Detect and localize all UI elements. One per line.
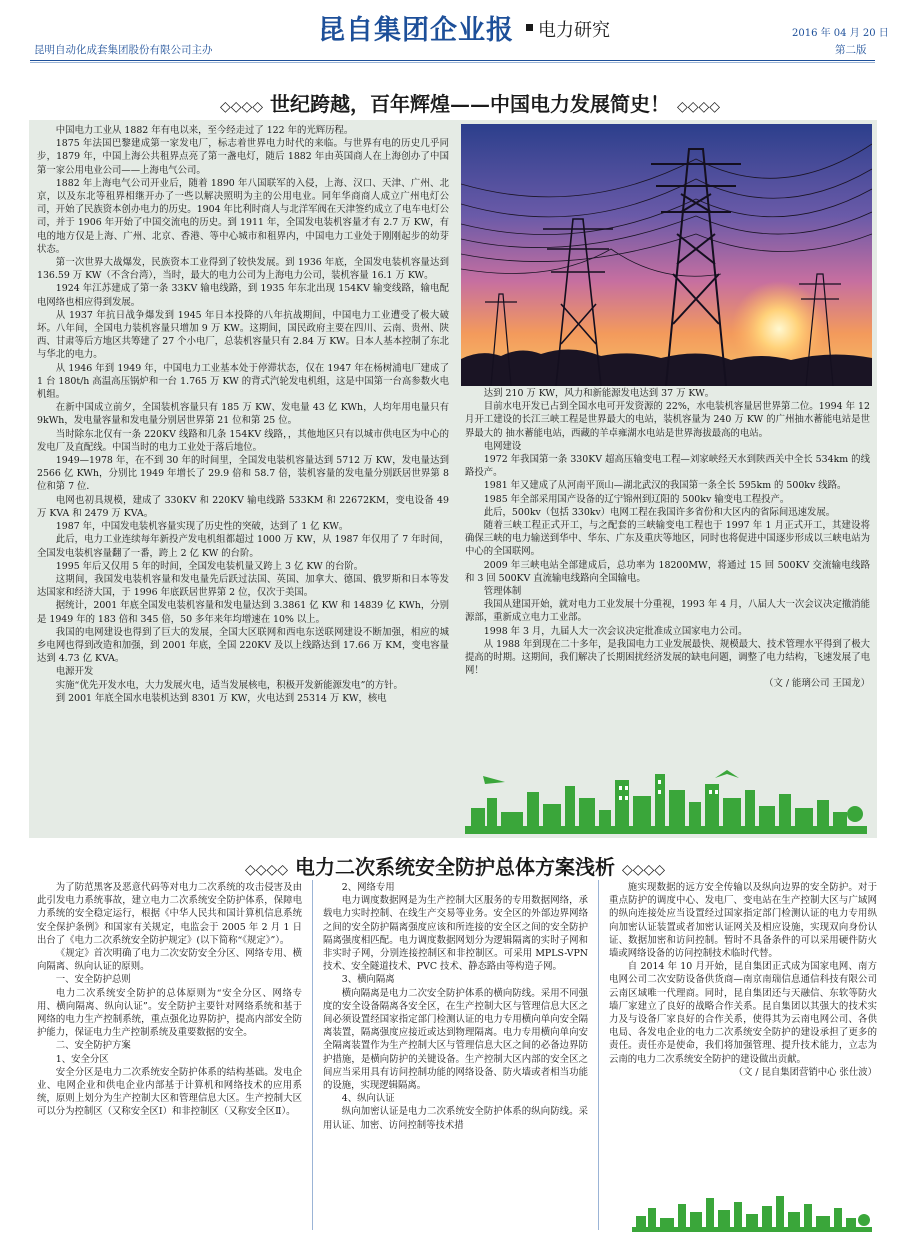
paragraph: 目前水电开发已占到全国水电可开发资源的 22%，水电装机容量居世界第二位。1994 年 12 月开工建设的长江三峡工程是世界最大的电站，装机容量为 240 万 KW 的广州抽水蓄能电站是世界最大的 抽水蓄能电站，西藏的羊卓雍湖水电站是世界海拔最高的电站。 [465,401,870,439]
article2-column-3 [609,881,877,1079]
paragraph: 我国的电网建设也得到了巨大的发展，全国大区联网和西电东送联网建设不断加强，相应的城乡电网也得到改造和加强，到 2001 年底，全国 220KV 及以上线路达到 17.66 万 KM，变电容量达到 4.73 亿 KVA。 [37,626,449,665]
article1-left-after-paragraphs [37,679,449,705]
paragraph: 2、网络专用 [341,882,395,893]
masthead-divider-thin [30,62,875,63]
paragraph: 从 1946 年到 1949 年，中国电力工业基本处于停滞状态，仅在 1947 年在杨树浦电厂建成了 1 台 180t/h 高温高压锅炉和一台 1.765 万 KW 的背式汽轮发电机组，这是中国第一台高参数火电机组。 [37,362,449,401]
paragraph: 此后，500kv（包括 330kv）电网工程在我国许多省份和大区内的省际间迅速发展。 [483,506,836,518]
paragraph: 从 1937 年抗日战争爆发到 1945 年日本投降的八年抗战期间，中国电力工业遭受了极大破坏。八年间，全国电力装机容量只增加 9 万 KW。这期间，国民政府主要在四川、云南、贵州、陕西、甘肃等后方地区共筹建了 27 个小电厂，总装机容量只有 2.84 万 KW。日本人基本控制了东北与华北的电力。 [37,309,449,361]
article2-column-2 [323,881,588,1226]
paragraph: 当时除东北仅有一条 220KV 线路和几条 154KV 线路，，其他地区只有以城市供电区为中心的发电厂及直配线。中国当时的电力工业处于落后地位。 [37,428,449,453]
paragraph: 安全分区是电力二次系统安全防护体系的结构基础。发电企业、电网企业和供电企业内部基于计算机和网络技术的应用系统，原则上划分为生产控制大区和管理信息大区。生产控制大区可以分为控制区（又称安全区Ⅰ）和非控制区（又称安全区Ⅱ）。 [37,1066,302,1118]
green-city-skyline-icon [632,1192,872,1232]
article1-signature: （文 / 能璃公司 王国龙） [764,678,870,690]
column-divider [312,880,313,1230]
column-divider [598,880,599,1230]
headline-deco-right: ◇◇◇◇ [621,862,666,878]
paragraph: 此后，电力工业连续每年新投产发电机组都超过 1000 万 KW，从 1987 年仅用了 7 年时间，全国发电装机容量翻了一番，跨上 2 亿 KW 的台阶。 [37,534,449,559]
subheading-power-source: 电源开发 [55,666,94,678]
paragraph: 到 2001 年底全国水电装机达到 8301 万 KW，火电达到 25314 万 KW，核电 [55,692,387,704]
paragraph: 电力调度数据网是为生产控制大区服务的专用数据网络，承载电力实时控制、在线生产交易等业务。安全区的外部边界网络之间的安全防护隔离强度应该和所连接的安全区之间的安全防护隔离强度相匹配。电力调度数据网划分为逻辑隔离的实时子网和非实时子网，分别连接控制区和非控制区。可采用 MPLS-VPN 技术、安全隧道技术、PVC 技术、静态路由等构造子网。 [323,895,588,973]
paragraph: 达到 210 万 KW，风力和新能源发电达到 37 万 KW。 [483,388,715,399]
article1-right-column [465,387,870,691]
paragraph: 1985 年全部采用国产设备的辽宁锦州到辽阳的 500kv 输变电工程投产。 [483,493,790,505]
paragraph: 1875 年法国巴黎建成第一家发电厂，标志着世界电力时代的来临。与世界有电的历史几乎同步，1879 年，中国上海公共租界点亮了第一盏电灯，随后 1882 年由英国商人在上海创办了中国第一家公用电业公司——上海电气公司。 [37,138,449,176]
article2-headline [210,851,700,880]
paragraph: 施实现数据的远方安全传输以及纵向边界的安全防护。对于重点防护的调度中心、发电厂、变电站在生产控制大区与广域网的纵向连接处应当设置经过国家指定部门检测认证的电力专用纵向加密认证装置或者加密认证网关及相应设施，实现双向身份认证、数据加密和访问控制。暂时不具备条件的可以采用硬件防火墙或网络设备的访问控制技术临时代替。 [609,882,877,960]
masthead-square-bullet [526,24,533,31]
article2-column-1 [37,881,302,1226]
paragraph: 第一次世界大战爆发，民族资本工业得到了较快发展。到 1936 年底，全国发电装机容量达到 136.59 万 KW（不含台湾），当时，最大的电力公司为上海电力公司，装机容量 16.1 万 KW。 [37,257,449,282]
paragraph: 1882 年上海电气公司开业后，随着 1890 年八国联军的入侵，上海、汉口、天津、广州、北京，以及东北等租界相继开办了一些以解决照明为主的公用电业。同年华商商人成立广州电灯公司，开始了民族资本创办电力的历史。1904 年比利时商人与北洋军阀在天津签约成立了电车电灯公司，并于 1906 年开始了中国交流电的历史。到 1911 年，全国发电装机容量才有 2.7 万 KW，有电的地方仅是上海、广州、北京、香港、等中心城市和租界内，中国电力工业处于刚刚起步的幼芽状态。 [37,177,449,255]
paragraph: 从 1988 年到现在二十多年，是我国电力工业发展最快、规模最大、技术管理水平得到了极大提高的时期。这期间，我们解决了长期困扰经济发展的缺电问题，调整了电力结构，飞速发展了电网！ [465,638,870,677]
paragraph: 随着三峡工程正式开工，与之配套的三峡输变电工程也于 1997 年 1 月正式开工，其建设将确保三峡的电力输送到华中、华东、广东及重庆等地区，同时也将促进中国逐步形成以三峡电站为中心的全国联网。 [465,520,870,558]
power-tower-sunset-photo [461,124,872,386]
masthead-section: 电力研究 [538,20,610,41]
article2-column-3-paragraphs [609,881,877,1066]
paragraph: 我国从建国开始，就对电力工业发展十分重视，1993 年 4 月，八届人大一次会议决定撤消能源部，重新成立电力工业部。 [465,599,870,624]
paragraph: 实施“优先开发水电，大力发展火电，适当发展核电，积极开发新能源发电”的方针。 [55,679,403,691]
paragraph: 为了防范黑客及恶意代码等对电力二次系统的攻击侵害及由此引发电力系统事故，建立电力二次系统安全防护体系，保障电力系统的安全稳定运行，根据《中华人民共和国计算机信息系统安全保护条例》和国家有关规定，电监会于 2005 年 2 月 1 日出台了《电力二次系统安全防护规定》(以下简称“《规定》”）。 [37,882,302,946]
subheading: 电网建设 [483,440,522,452]
headline-deco-right: ◇◇◇◇ [676,99,721,115]
article1-left-column [37,124,449,844]
headline-deco-left: ◇◇◇◇ [219,99,264,115]
paragraph: 二、安全防护方案 [55,1040,131,1052]
paragraph: 1924 年江苏建成了第一条 33KV 输电线路，到 1935 年东北出现 154KV 输变线路，输电配电网络也相应得到发展。 [37,283,449,308]
article2-signature: （文 / 昆自集团营销中心 张仕波） [733,1066,877,1078]
paragraph: 一、安全防护总则 [55,974,131,986]
paragraph: 这期间，我国发电装机容量和发电量先后跃过法国、英国、加拿大、德国、俄罗斯和日本等发达国家和经济大国，于 1996 年底跃居世界第 2 位，仅次于美国。 [37,573,449,599]
paragraph: 据统计，2001 年底全国发电装机容量和发电量达到 3.3861 亿 KW 和 14839 亿 KWh，分别是 1949 年的 183 倍和 345 倍，50 多年来年均增速在 10% 以上。 [37,600,449,625]
article1-headline [190,88,750,117]
paragraph: 1998 年 3 月，九届人大一次会议决定批准成立国家电力公司。 [483,625,748,637]
paragraph: 《规定》首次明确了电力二次安防安全分区、网络专用、横向隔离、纵向认证的原则。 [37,948,302,973]
paragraph: 1、安全分区 [55,1053,109,1065]
paragraph: 4、纵向认证 [341,1093,395,1105]
paragraph: 自 2014 年 10 月开始，昆自集团正式成为国家电网、南方电网公司二次安防设备供货商—南京南瑞信息通信科技有限公司云南区域唯一代理商。同时，昆自集团还与天融信、东软等防火墙厂家建立了良好的战略合作关系。昆自集团以其强大的技术实力及与设备厂家良好的合作关系，使得其为云南电网公司、各供电局、各发电企业的电力二次系统安全防护的建设承担了更多的责任。责任亦是使命，我们将加强管理、提升技术能力，立志为云南的电力二次系统安全防护的建设做出贡献。 [609,961,877,1065]
article1-right-paragraphs [465,387,870,677]
paragraph: 电力二次系统安全防护的总体原则为“安全分区、网络专用、横向隔离、纵向认证”。安全防护主要针对网络系统和基于网络的电力生产控制系统，重点强化边界防护，提高内部安全防护能力，保证电力生产控制系统及重要数据的安全。 [37,987,302,1039]
paragraph: 中国电力工业从 1882 年有电以来，至今经走过了 122 年的光辉历程。 [55,125,354,136]
headline-deco-left: ◇◇◇◇ [244,862,289,878]
paragraph: 1987 年，中国发电装机容量实现了历史性的突破，达到了 1 亿 KW。 [55,521,349,533]
paragraph: 横向隔离是电力二次安全防护体系的横向防线。采用不同强度的安全设备隔离各安全区，在生产控制大区与管理信息大区之间必须设置经国家指定部门检测认证的电力专用横向单向安全隔离装置，隔离强度应接近或达到物理隔离。电力专用横向单向安全隔离装置作为生产控制大区与管理信息大区之间的必备边界防护措施，是横向防护的关键设备。生产控制大区内部的安全区之间应当采用具有访问控制功能的网络设备、防火墙或者相当功能的设施，实现逻辑隔离。 [323,987,588,1092]
paragraph: 1981 年又建成了从河南平顶山—湖北武汉的我国第一条全长 595km 的 500kv 线路。 [483,480,847,492]
subheading: 管理体制 [483,586,522,598]
masthead-sponsor: 昆明自动化成套集团股份有限公司主办 [34,44,213,56]
paragraph: 1949—1978 年，在不到 30 年的时间里，全国发电装机容量达到 5712 万 KW，发电量达到 2566 亿 KWh，分别比 1949 年增长了 29.9 倍和 58.7 倍，装机容量的发电量分别跃居世界第 8 位和第 7 位． [37,455,449,493]
paragraph: 2009 年三峡电站全部建成后，总功率为 18200MW，将通过 15 回 500KV 交流输电线路和 3 回 500KV 直流输电线路向全国输电。 [465,559,870,584]
article1-left-paragraphs [37,124,449,665]
paragraph: 电网也初具规模，建成了 330KV 和 220KV 输电线路 533KM 和 22672KM，变电设备 49 万 KVA 和 2479 万 KVA。 [37,494,449,519]
masthead-date: 2016 年 04 月 20 日 [792,28,889,39]
article1-title: 世纪跨越，百年辉煌——中国电力发展简史！ [270,92,670,116]
article2-title: 电力二次系统安全防护总体方案浅析 [295,855,615,879]
paragraph: 在新中国成立前夕，全国装机容量只有 185 万 KW、发电量 43 亿 KWh，人均年用电量只有 9kWh，发电量容量和发电量分别居世界第 21 位和第 25 位。 [37,402,449,427]
paragraph: 纵向加密认证是电力二次系统安全防护体系的纵向防线。采用认证、加密、访问控制等技术措 [323,1106,588,1131]
masthead-title: 昆自集团企业报 [318,15,514,46]
paragraph: 3、横向隔离 [341,974,395,986]
masthead-divider [30,60,875,61]
masthead-page-number: 第二版 [835,44,867,56]
green-city-skyline-icon [465,768,867,834]
paragraph: 1972 年我国第一条 330KV 超高压输变电工程—刘家峡经天水到陕西关中全长 534km 的线路投产。 [465,454,870,479]
paragraph: 1995 年后又仅用 5 年的时间，全国发电装机量又跨上 3 亿 KW 的台阶。 [55,560,364,572]
